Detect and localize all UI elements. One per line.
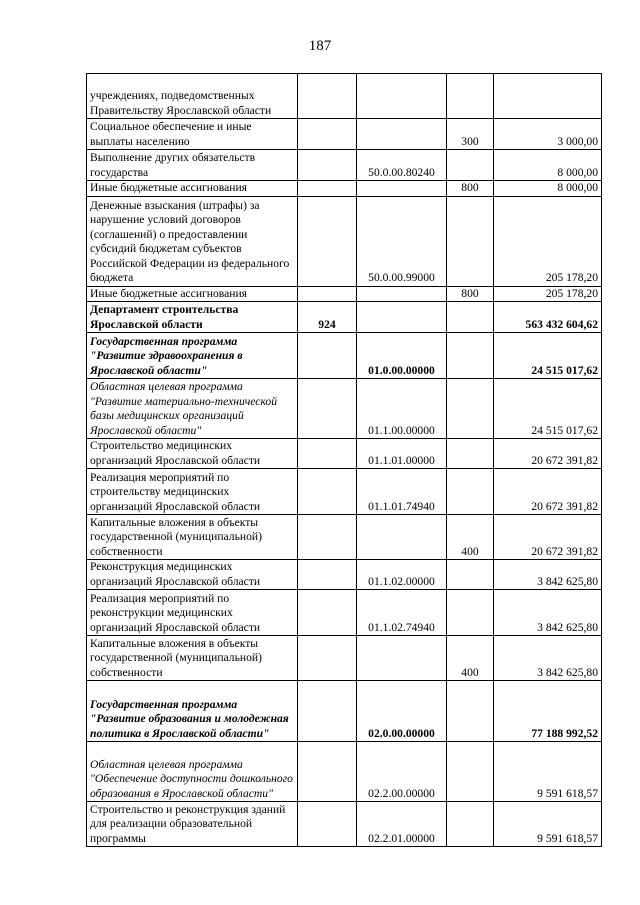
row-expense-kind	[447, 590, 494, 636]
row-dept-code: 924	[298, 302, 357, 333]
row-name: Областная целевая программа "Обеспечение доступности дошкольного образования в Ярославской области"	[87, 742, 298, 802]
row-amount: 563 432 604,62	[494, 302, 602, 333]
row-target-code: 01.1.01.74940	[357, 469, 447, 515]
row-amount: 24 515 017,62	[494, 379, 602, 439]
row-dept-code	[298, 590, 357, 636]
row-amount: 20 672 391,82	[494, 515, 602, 560]
row-expense-kind	[447, 681, 494, 742]
row-dept-code	[298, 681, 357, 742]
row-amount: 205 178,20	[494, 286, 602, 302]
row-target-code: 01.1.00.00000	[357, 379, 447, 439]
row-amount: 77 188 992,52	[494, 681, 602, 742]
row-dept-code	[298, 469, 357, 515]
table-row	[87, 333, 602, 379]
row-amount: 3 842 625,80	[494, 590, 602, 636]
row-expense-kind	[447, 439, 494, 469]
row-name: Строительство и реконструкция зданий для реализации образовательной программы	[87, 802, 298, 847]
table-row	[87, 150, 602, 181]
row-target-code: 01.1.02.00000	[357, 560, 447, 590]
row-amount: 3 842 625,80	[494, 636, 602, 681]
row-expense-kind	[447, 74, 494, 119]
row-dept-code	[298, 636, 357, 681]
row-name: Капитальные вложения в объекты государственной (муниципальной) собственности	[87, 515, 298, 560]
row-expense-kind	[447, 379, 494, 439]
row-dept-code	[298, 181, 357, 197]
row-expense-kind	[447, 302, 494, 333]
row-name: учреждениях, подведомственных Правительству Ярославской области	[87, 74, 298, 119]
row-name: Государственная программа "Развитие образования и молодежная политика в Ярославской области"	[87, 681, 298, 742]
table-row	[87, 802, 602, 847]
row-dept-code	[298, 286, 357, 302]
row-name: Департамент строительства Ярославской области	[87, 302, 298, 333]
table-row	[87, 302, 602, 333]
row-dept-code	[298, 742, 357, 802]
row-dept-code	[298, 439, 357, 469]
table-row	[87, 742, 602, 802]
row-target-code: 01.0.00.00000	[357, 333, 447, 379]
row-amount: 8 000,00	[494, 150, 602, 181]
row-dept-code	[298, 333, 357, 379]
table-row	[87, 119, 602, 150]
row-amount: 3 842 625,80	[494, 560, 602, 590]
row-name: Строительство медицинских организаций Ярославской области	[87, 439, 298, 469]
row-expense-kind: 400	[447, 515, 494, 560]
row-expense-kind	[447, 742, 494, 802]
row-amount: 9 591 618,57	[494, 742, 602, 802]
row-target-code: 02.2.00.00000	[357, 742, 447, 802]
table-row	[87, 681, 602, 742]
row-name: Социальное обеспечение и иные выплаты населению	[87, 119, 298, 150]
row-target-code: 01.1.02.74940	[357, 590, 447, 636]
row-target-code	[357, 302, 447, 333]
table-row	[87, 74, 602, 119]
row-amount: 8 000,00	[494, 181, 602, 197]
row-name: Реализация мероприятий по строительству медицинских организаций Ярославской области	[87, 469, 298, 515]
row-amount: 20 672 391,82	[494, 439, 602, 469]
page-number: 187	[308, 38, 332, 54]
row-amount: 205 178,20	[494, 196, 602, 286]
row-dept-code	[298, 379, 357, 439]
row-dept-code	[298, 119, 357, 150]
table-row	[87, 636, 602, 681]
row-target-code: 02.0.00.00000	[357, 681, 447, 742]
row-name: Капитальные вложения в объекты государственной (муниципальной) собственности	[87, 636, 298, 681]
row-expense-kind: 800	[447, 181, 494, 197]
row-name: Государственная программа "Развитие здравоохранения в Ярославской области"	[87, 333, 298, 379]
row-dept-code	[298, 196, 357, 286]
row-expense-kind: 400	[447, 636, 494, 681]
row-amount	[494, 74, 602, 119]
table-row	[87, 560, 602, 590]
row-expense-kind: 800	[447, 286, 494, 302]
row-target-code	[357, 515, 447, 560]
row-target-code: 02.2.01.00000	[357, 802, 447, 847]
row-dept-code	[298, 560, 357, 590]
row-dept-code	[298, 150, 357, 181]
row-dept-code	[298, 802, 357, 847]
row-amount: 24 515 017,62	[494, 333, 602, 379]
row-expense-kind	[447, 469, 494, 515]
row-target-code: 50.0.00.80240	[357, 150, 447, 181]
row-name: Иные бюджетные ассигнования	[87, 286, 298, 302]
row-dept-code	[298, 515, 357, 560]
row-amount: 20 672 391,82	[494, 469, 602, 515]
row-name: Выполнение других обязательств государства	[87, 150, 298, 181]
row-target-code	[357, 286, 447, 302]
row-name: Областная целевая программа "Развитие материально-технической базы медицинских организаций Ярославской области"	[87, 379, 298, 439]
row-target-code: 01.1.01.00000	[357, 439, 447, 469]
row-expense-kind	[447, 150, 494, 181]
row-name: Денежные взыскания (штрафы) за нарушение условий договоров (соглашений) о предоставлении субсидий бюджетам субъектов Российской Федерации из федерального бюджета	[87, 196, 298, 286]
row-dept-code	[298, 74, 357, 119]
row-target-code	[357, 74, 447, 119]
row-expense-kind	[447, 802, 494, 847]
table-row	[87, 286, 602, 302]
row-name: Иные бюджетные ассигнования	[87, 181, 298, 197]
table-row	[87, 181, 602, 197]
table-row	[87, 439, 602, 469]
table-row	[87, 590, 602, 636]
row-expense-kind	[447, 333, 494, 379]
row-expense-kind	[447, 560, 494, 590]
row-expense-kind	[447, 196, 494, 286]
budget-table	[86, 73, 602, 847]
row-target-code	[357, 119, 447, 150]
row-name: Реализация мероприятий по реконструкции медицинских организаций Ярославской области	[87, 590, 298, 636]
row-expense-kind: 300	[447, 119, 494, 150]
row-amount: 9 591 618,57	[494, 802, 602, 847]
table-row	[87, 469, 602, 515]
table-row	[87, 379, 602, 439]
row-name: Реконструкция медицинских организаций Ярославской области	[87, 560, 298, 590]
table-row	[87, 196, 602, 286]
row-amount: 3 000,00	[494, 119, 602, 150]
row-target-code: 50.0.00.99000	[357, 196, 447, 286]
table-row	[87, 515, 602, 560]
row-target-code	[357, 636, 447, 681]
row-target-code	[357, 181, 447, 197]
